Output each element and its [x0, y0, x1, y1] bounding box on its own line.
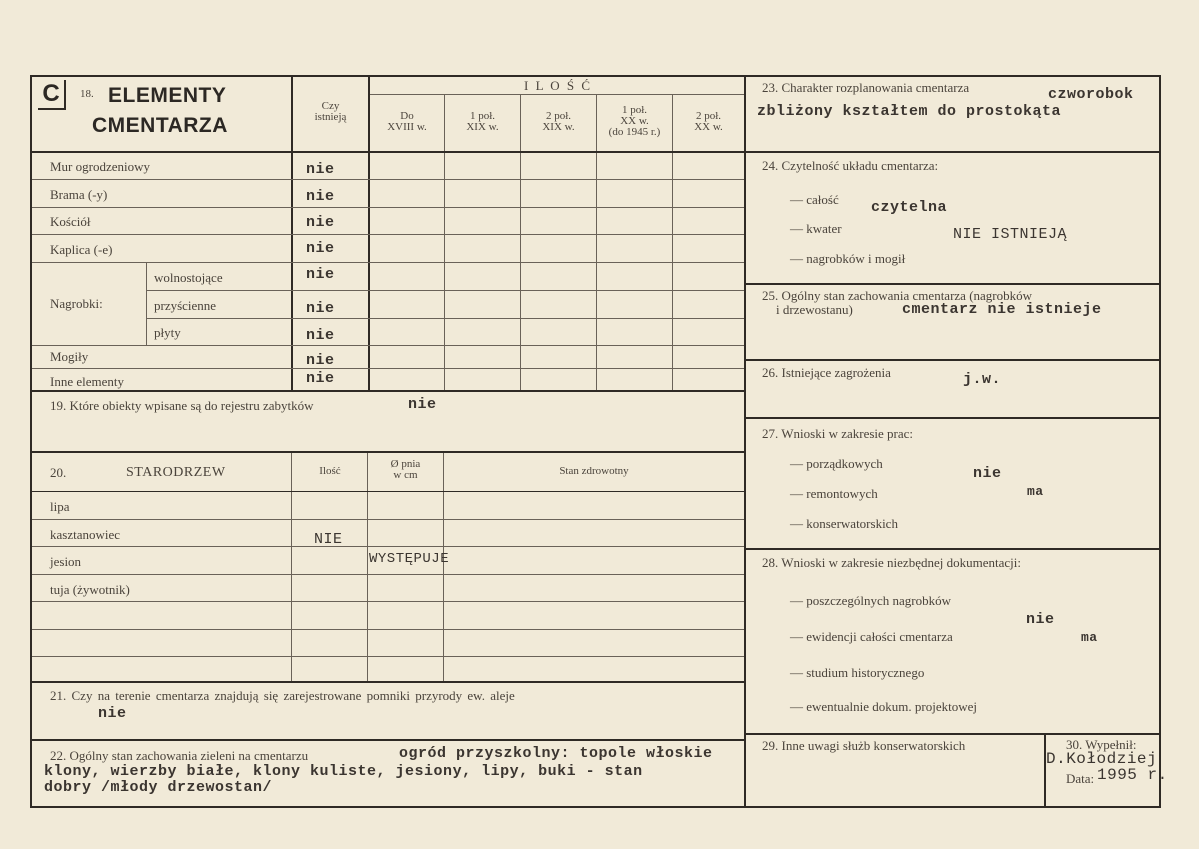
- col-header-3: [521, 111, 596, 133]
- q20-ilosc-header: Ilość: [319, 465, 341, 477]
- q20-row-1: [32, 519, 744, 520]
- tree-lipa: lipa: [50, 499, 70, 514]
- frame-bottom: [30, 806, 1161, 808]
- q20-header-line: [32, 491, 744, 492]
- q25-label-2: i drzewostanu): [776, 302, 853, 317]
- row-label-mogily: Mogiły: [50, 349, 89, 364]
- row-line-2: [32, 207, 744, 208]
- q22-answer-line3: dobry /młody drzewostan/: [44, 779, 273, 796]
- frame-top: [30, 75, 1161, 77]
- col-header-5: [673, 111, 744, 133]
- row-label-brama: Brama (-y): [50, 187, 108, 202]
- row-line-8: [32, 368, 744, 369]
- q24-answer-czytelna: czytelna: [871, 199, 948, 216]
- q25-top-line: [746, 283, 1161, 285]
- row-line-7: [32, 345, 744, 346]
- q20-pnia-header: [368, 459, 443, 481]
- ilosc-header: I L O Ś Ć: [524, 78, 593, 93]
- col-header-3-a: 2 poł.: [545, 110, 572, 122]
- row-label-wolnostojace: wolnostojące: [154, 270, 223, 285]
- q28-item-projektowej: — ewentualnie dokum. projektowej: [790, 699, 978, 714]
- q23-answer-2: zbliżony kształtem do prostokąta: [757, 103, 1062, 120]
- q20-row-2: [32, 546, 744, 547]
- q22-answer-line2: klony, wierzby białe, klony kuliste, jesiony, lipy, buki - stan: [44, 763, 643, 780]
- q25-label-1: 25. Ogólny stan zachowania cmentarza (nagrobków: [762, 288, 1033, 303]
- q20-row-6: [32, 656, 744, 657]
- q20-row-3: [32, 574, 744, 575]
- q24-nagrobkow: — nagrobków i mogił: [790, 251, 906, 266]
- row-line-3: [32, 234, 744, 235]
- row-line-5: [146, 290, 744, 291]
- q27-item-remontowych: — remontowych: [790, 486, 878, 501]
- col-header-4-a: 1 poł.: [621, 104, 648, 116]
- q22-top-line: [30, 739, 746, 741]
- q29-label: 29. Inne uwagi służb konserwatorskich: [762, 738, 966, 753]
- q28-item-nagrobkow: — poszczególnych nagrobków: [790, 593, 952, 608]
- row-label-plyty: płyty: [154, 325, 181, 340]
- q30-label: 30. Wypełnił:: [1066, 737, 1137, 752]
- q20-answer-wystepuje: WYSTĘPUJE: [369, 551, 450, 567]
- col-header-1-b: XVIII w.: [387, 121, 427, 133]
- row-value-mur: nie: [306, 161, 335, 178]
- row-label-mur: Mur ogrodzeniowy: [50, 159, 151, 174]
- col-header-2-a: 1 poł.: [469, 110, 496, 122]
- q19-label: 19. Które obiekty wpisane są do rejestru zabytków: [50, 398, 314, 413]
- section-title-line1: ELEMENTY: [108, 84, 227, 107]
- q28-top-line: [746, 548, 1161, 550]
- row-label-przyscienne: przyścienne: [154, 298, 217, 313]
- row-value-kaplica: nie: [306, 240, 335, 257]
- row-line-1: [32, 179, 744, 180]
- tree-kasztanowiec: kasztanowiec: [50, 527, 121, 542]
- col-header-4-b: XX w.: [620, 115, 649, 127]
- q30-divider: [1044, 733, 1046, 808]
- q20-stan-header: Stan zdrowotny: [559, 465, 629, 477]
- col-header-1-a: Do: [400, 110, 414, 122]
- row-line-6: [146, 318, 744, 319]
- col-header-4: [597, 105, 672, 138]
- tree-tuja: tuja (żywotnik): [50, 582, 130, 597]
- nagrobki-divider: [146, 262, 147, 345]
- row-label-kosciol: Kościół: [50, 214, 91, 229]
- row-value-brama: nie: [306, 188, 335, 205]
- q28-answer-ma: ma: [1081, 630, 1098, 645]
- q20-title: STARODRZEW: [126, 465, 226, 480]
- header-bottom-line: [30, 151, 746, 153]
- q27-label: 27. Wnioski w zakresie prac:: [762, 426, 914, 441]
- istnieja-label: istnieją: [314, 111, 347, 123]
- q28-answer-nie: nie: [1026, 611, 1055, 628]
- col-header-2-b: XIX w.: [466, 121, 499, 133]
- q30-name: D.Kołodziej: [1046, 750, 1158, 768]
- q20-pnia-1: Ø pnia: [390, 458, 421, 470]
- row-value-przyscienne: nie: [306, 300, 335, 317]
- q27-answer-ma: ma: [1027, 484, 1044, 499]
- q25-answer: cmentarz nie istnieje: [902, 301, 1102, 318]
- q20-row-4: [32, 601, 744, 602]
- q24-answer-nie-istnieja: NIE ISTNIEJĄ: [953, 226, 1068, 243]
- q27-top-line: [746, 417, 1161, 419]
- q29-top-line: [746, 733, 1161, 735]
- q19-top-line: [30, 390, 746, 392]
- q22-label: 22. Ogólny stan zachowania zieleni na cmentarzu: [50, 748, 309, 763]
- q28-label: 28. Wnioski w zakresie niezbędnej dokumentacji:: [762, 555, 1021, 570]
- row-value-plyty: nie: [306, 327, 335, 344]
- q20-col-2: [367, 453, 368, 681]
- frame-middle: [744, 75, 746, 808]
- nagrobki-label: Nagrobki:: [50, 296, 103, 311]
- q20-top-line: [30, 451, 746, 453]
- row-line-4: [32, 262, 744, 263]
- q26-label: 26. Istniejące zagrożenia: [762, 365, 891, 380]
- row-value-kosciol: nie: [306, 214, 335, 231]
- q21-answer: nie: [98, 705, 127, 722]
- col-header-5-a: 2 poł.: [695, 110, 722, 122]
- q23-label: 23. Charakter rozplanowania cmentarza: [762, 80, 970, 95]
- q27-item-konserwatorskich: — konserwatorskich: [790, 516, 898, 531]
- q20-col-3: [443, 453, 444, 681]
- q23-answer-1: czworobok: [1048, 86, 1134, 103]
- q20-col-1: [291, 453, 292, 681]
- col-header-4-c: (do 1945 r.): [608, 126, 661, 138]
- frame-left: [30, 75, 32, 808]
- section-title-line2: CMENTARZA: [92, 114, 228, 137]
- ilosc-underline: [370, 94, 744, 95]
- row-value-mogily: nie: [306, 352, 335, 369]
- q26-answer: j.w.: [963, 371, 1002, 388]
- q21-label: 21. Czy na terenie cmentarza znajdują się zarejestrowane pomniki przyrody ew. aleje: [50, 688, 515, 703]
- q21-top-line: [30, 681, 746, 683]
- q30-data-label: Data:: [1066, 771, 1095, 786]
- q24-kwater: — kwater: [790, 221, 842, 236]
- frame-right: [1159, 75, 1161, 808]
- col-header-2: [445, 111, 520, 133]
- q20-pnia-2: w cm: [393, 469, 418, 481]
- section-number: 18.: [80, 88, 94, 100]
- czy-header: [293, 101, 368, 123]
- row-label-kaplica: Kaplica (-e): [50, 242, 113, 257]
- czy-label: Czy: [321, 100, 340, 112]
- q27-item-porzadkowych: — porządkowych: [790, 456, 883, 471]
- q30-year: 1995 r.: [1097, 766, 1168, 784]
- q20-number: 20.: [50, 465, 67, 480]
- row-label-inne: Inne elementy: [50, 374, 124, 389]
- q28-item-studium: — studium historycznego: [790, 665, 925, 680]
- col-header-3-b: XIX w.: [542, 121, 575, 133]
- q24-label: 24. Czytelność układu cmentarza:: [762, 158, 939, 173]
- row-value-wolnostojace: nie: [306, 266, 335, 283]
- q26-top-line: [746, 359, 1161, 361]
- q19-answer: nie: [408, 396, 437, 413]
- q27-answer-nie: nie: [973, 465, 1002, 482]
- row-value-inne: nie: [306, 370, 335, 387]
- q20-row-5: [32, 629, 744, 630]
- section-letter: C: [38, 80, 66, 110]
- col-header-1: [370, 111, 444, 133]
- q28-item-ewidencji: — ewidencji całości cmentarza: [790, 629, 953, 644]
- tree-jesion: jesion: [50, 554, 82, 569]
- q24-top-line: [746, 151, 1161, 153]
- q22-answer-line1: ogród przyszkolny: topole włoskie: [399, 745, 713, 762]
- q20-answer-nie: NIE: [314, 531, 343, 548]
- col-header-5-b: XX w.: [694, 121, 723, 133]
- q24-calosc: — całość: [790, 192, 839, 207]
